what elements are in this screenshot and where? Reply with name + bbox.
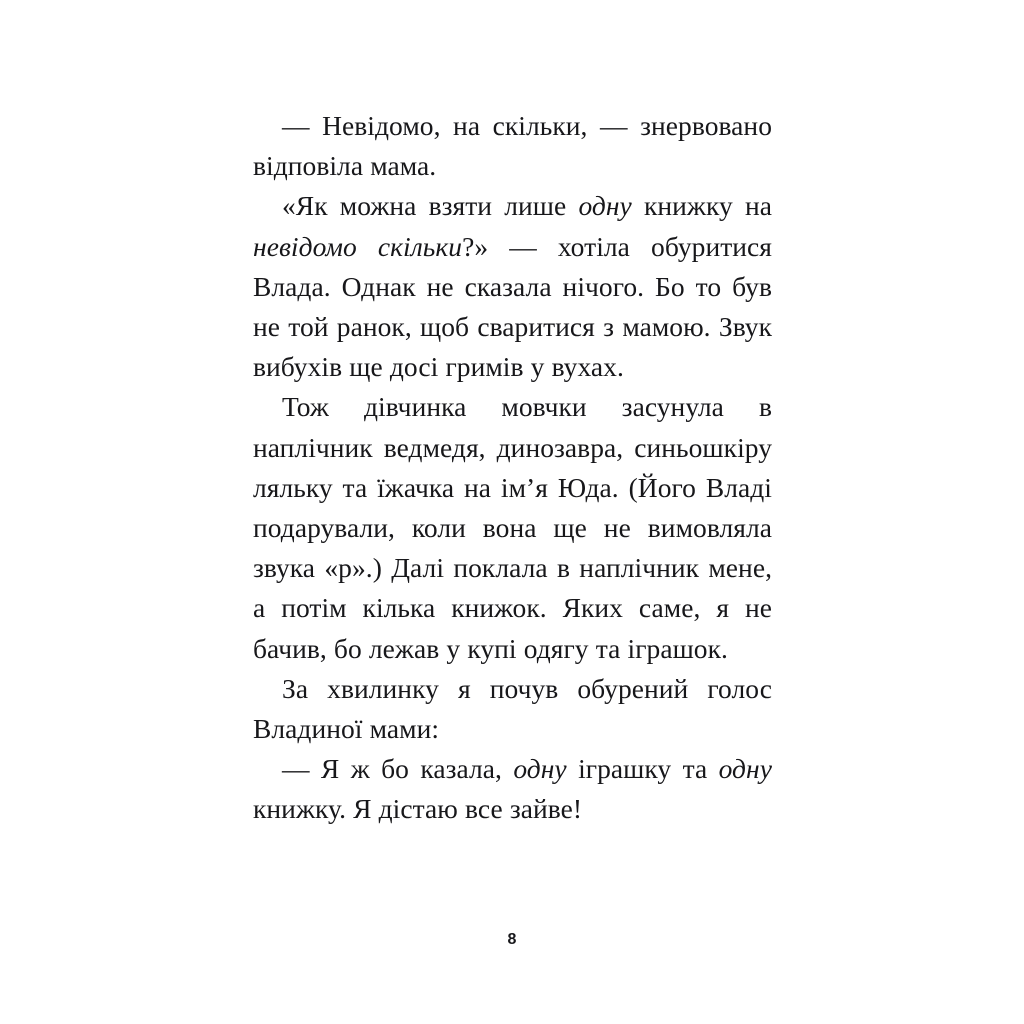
body-text: книжку. Я дістаю все зайве! <box>253 793 583 825</box>
body-text: ?» — хотіла обуритися Влада. Однак не сказала нічого. Бо то був не той ранок, щоб сваритися з мамою. Звук вибухів ще досі гримів у вухах. <box>253 230 772 383</box>
emphasis-text: одну <box>513 753 567 785</box>
body-text: іграшку та <box>566 753 719 785</box>
paragraph-2 <box>253 186 772 387</box>
emphasis-text: невідомо скільки <box>253 230 463 262</box>
body-text: «Як можна взяти лише <box>282 190 579 222</box>
paragraph-5 <box>253 749 772 829</box>
page-number: 8 <box>507 931 517 948</box>
body-text: — Невідомо, на скільки, — знервовано відповіла мама. <box>253 110 772 182</box>
paragraph-3 <box>253 387 772 668</box>
body-text-column <box>253 106 772 830</box>
body-text: За хвилинку я почув обурений голос Владиної мами: <box>253 672 772 745</box>
emphasis-text: одну <box>578 190 632 222</box>
paragraph-4 <box>253 669 772 749</box>
emphasis-text: одну <box>718 753 772 785</box>
body-text: — Я ж бо казала, <box>282 753 514 785</box>
body-text: Тож дівчинка мовчки засунула в наплічник ведмедя, динозавра, синьошкіру ляльку та їжачка на ім’я Юда. (Його Владі подарували, коли вона ще не вимовляла звука «р».) Далі поклала в наплічник мене, а потім кілька книжок. Яких саме, я не бачив, бо лежав у купі одягу та іграшок. <box>253 391 772 664</box>
paragraph-1 <box>253 106 772 186</box>
body-text: книжку на <box>631 190 772 222</box>
